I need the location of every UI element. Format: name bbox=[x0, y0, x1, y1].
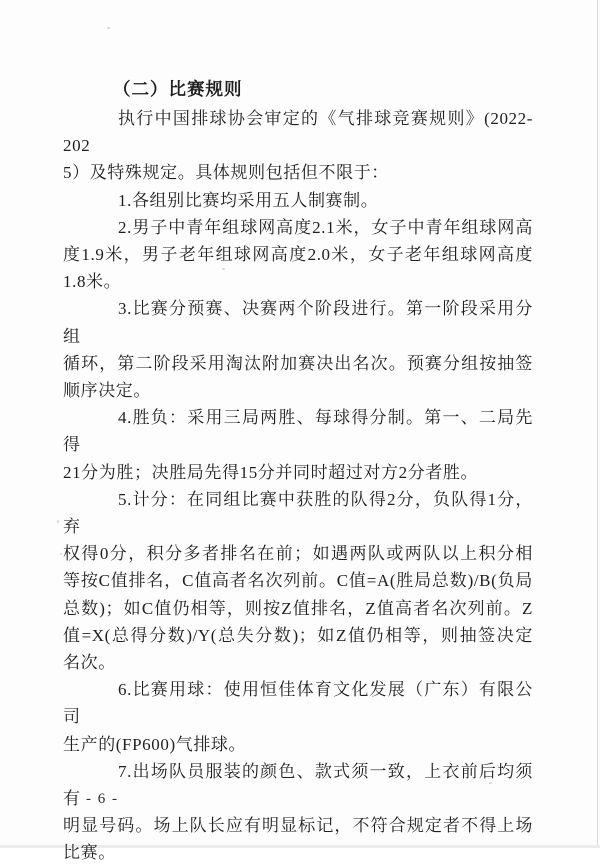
paragraph bbox=[63, 404, 533, 486]
text-line: 2.男子中青年组球网高度2.1米，女子中青年组球网高 bbox=[118, 217, 533, 237]
text-line: 名次。 bbox=[63, 653, 116, 673]
text-line: 明显号码。场上队长应有明显标记，不符合规定者不得上场 bbox=[63, 816, 533, 836]
paragraph bbox=[63, 214, 533, 296]
paragraph bbox=[63, 486, 533, 676]
text-line: 执行中国排球协会审定的《气排球竞赛规则》(2022-202 bbox=[63, 109, 533, 156]
text-line: 21分为胜；决胜局先得15分并同时超过对方2分者胜。 bbox=[63, 462, 479, 482]
paragraph-list bbox=[63, 105, 533, 867]
text-line: 6.比赛用球：使用恒佳体育文化发展（广东）有限公司 bbox=[63, 680, 533, 727]
scan-speck bbox=[57, 520, 59, 523]
text-line: 等按C值排名，C值高者名次列前。C值=A(胜局总数)/B(负局 bbox=[63, 571, 533, 591]
scan-edge-line bbox=[597, 0, 598, 848]
text-line: 比赛。 bbox=[63, 843, 116, 863]
scan-speck bbox=[60, 553, 62, 555]
text-line: 生产的(FP600)气排球。 bbox=[63, 734, 247, 754]
paragraph bbox=[63, 758, 533, 867]
page-number: - 6 - bbox=[86, 791, 119, 807]
text-line: 3.比赛分预赛、决赛两个阶段进行。第一阶段采用分组 bbox=[63, 299, 533, 346]
text-line: 总数)；如C值仍相等，则按Z值排名，Z值高者名次列前。Z bbox=[63, 598, 533, 618]
text-line: 5.计分：在同组比赛中获胜的队得2分，负队得1分，弃 bbox=[63, 489, 533, 537]
text-line: 顺序决定。 bbox=[63, 381, 151, 401]
section-heading: （二）比赛规则 bbox=[113, 79, 243, 99]
text-line: 4.胜负：采用三局两胜、每球得分制。第一、二局先得 bbox=[63, 408, 533, 455]
text-line: 值=X(总得分数)/Y(总失分数)；如Z值仍相等，则抽签决定 bbox=[63, 625, 533, 645]
paragraph bbox=[63, 187, 533, 214]
document-body bbox=[63, 76, 533, 867]
paragraph bbox=[63, 676, 533, 758]
paragraph bbox=[63, 295, 533, 404]
paragraph bbox=[63, 105, 533, 187]
text-line: 循环，第二阶段采用淘汰附加赛决出名次。预赛分组按抽签 bbox=[63, 353, 533, 373]
text-line: 1.8米。 bbox=[63, 272, 122, 292]
text-line: 权得0分，积分多者排名在前；如遇两队或两队以上积分相 bbox=[63, 544, 533, 564]
text-line: 1.各组别比赛均采用五人制赛制。 bbox=[118, 190, 379, 210]
text-line: 7.出场队员服装的颜色、款式须一致，上衣前后均须有 bbox=[63, 761, 533, 809]
scan-speck bbox=[107, 27, 110, 29]
text-line: 度1.9米，男子老年组球网高度2.0米，女子老年组球网高度 bbox=[63, 245, 533, 265]
text-line: 5）及特殊规定。具体规则包括但不限于： bbox=[63, 163, 389, 183]
